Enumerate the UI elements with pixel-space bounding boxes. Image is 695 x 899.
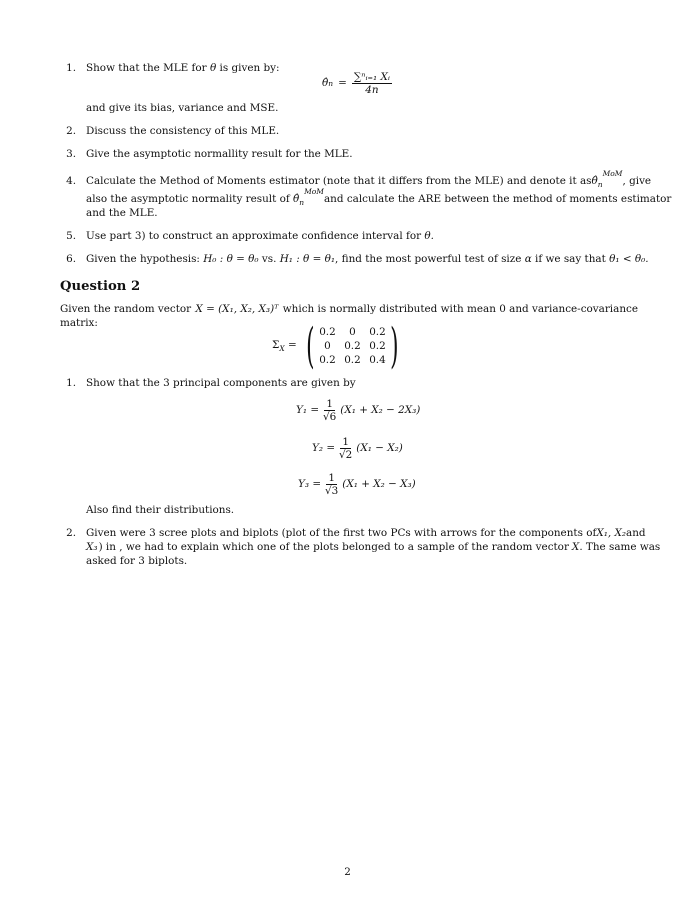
vars: X₁, X₂ <box>596 527 627 539</box>
page-number: 2 <box>344 866 351 878</box>
pc-equation <box>312 436 403 461</box>
item-text: and calculate the ARE between the method of moments estimator <box>323 193 672 205</box>
theta-condition: θ₁ < θ₀. <box>609 253 649 265</box>
item-2-text: Discuss the consistency of this MLE. <box>86 125 280 137</box>
theta-symbol: θ <box>209 62 217 74</box>
item-text: , find the most powerful test of size <box>335 253 522 265</box>
covariance-matrix <box>272 318 404 374</box>
pc-rhs: (X₁ + X₂ − 2X₃) <box>340 403 421 416</box>
null-hypothesis: H₀ : θ = θ₀ <box>203 253 259 265</box>
item-1-text <box>86 62 280 76</box>
vars: X <box>571 541 580 553</box>
matrix-cell: 0.2 <box>319 326 336 338</box>
mle-fraction <box>352 71 392 96</box>
matrix-cell: 0.4 <box>369 354 386 366</box>
item-text: Given the random vector <box>60 303 192 315</box>
item-text: , give <box>622 175 652 187</box>
mom-superscript: MoM <box>602 168 623 178</box>
item-4-line-3: and the MLE. <box>86 207 158 219</box>
pc-lhs: Y₃ = <box>298 477 322 490</box>
item-3-text: Give the asymptotic normallity result for the MLE. <box>86 148 353 160</box>
pc-fraction <box>337 436 354 461</box>
item-text: Given the hypothesis: <box>86 253 200 265</box>
pc-denominator: √3 <box>325 485 339 497</box>
alt-hypothesis: H₁ : θ = θ₁ <box>279 253 336 265</box>
item-1-continuation: and give its bias, variance and MSE. <box>86 102 279 114</box>
item-text: vs. <box>261 253 277 265</box>
item-text: and <box>626 527 646 539</box>
q2-intro-line-2: matrix: <box>60 317 98 329</box>
item-5-text <box>86 230 434 244</box>
item-4-line-2: also the asymptotic normality result of $\thetâ_n^{MoM}$ and calculate the ARE between the method of moments estimator <box>86 186 672 208</box>
matrix-cell: 0 <box>324 340 331 352</box>
q2-item-2-line-1 <box>86 527 646 541</box>
mom-estimator: $\thetâ_n^{MoM}$, give <box>591 168 652 190</box>
q2-item-2-line-2 <box>86 541 661 555</box>
q2-intro-line-1 <box>60 303 638 317</box>
left-paren: ( <box>305 318 315 374</box>
item-text: Given were 3 scree plots and biplots (plot of the first two PCs with arrows for the components of <box>86 527 597 539</box>
random-vector: X = (X₁, X₂, X₃)ᵀ <box>195 303 279 315</box>
theta-symbol: θ. <box>424 230 434 242</box>
mom-superscript: MoM <box>304 186 324 196</box>
list-number: 3. <box>66 148 76 160</box>
pc-lhs: Y₂ = <box>312 441 336 454</box>
pc-denominator: √6 <box>323 411 337 423</box>
matrix-cell: 0 <box>349 326 356 338</box>
sigma-label: $\Sigma_X$ = <box>272 339 297 354</box>
pc-fraction <box>323 472 340 497</box>
list-number: 1. <box>66 377 76 389</box>
pc-equation <box>298 472 416 497</box>
mle-numerator: ∑ⁿᵢ₌₁ Xᵢ <box>353 71 390 83</box>
matrix-cell: 0.2 <box>319 354 336 366</box>
q2-item-1-also: Also find their distributions. <box>86 504 235 516</box>
q2-item-2-line-3: asked for 3 biplots. <box>86 555 188 567</box>
item-text: which is normally distributed with mean 0 and variance-covariance <box>282 303 638 315</box>
item-text: . The same was <box>579 541 661 553</box>
matrix-cell: 0.2 <box>369 326 386 338</box>
pc-denominator: √2 <box>339 449 353 461</box>
item-text: if we say that <box>535 253 606 265</box>
pc-rhs: (X₁ − X₂) <box>356 441 403 454</box>
item-text: ) in , we had to explain which one of the plots belonged to a sample of the random vector <box>98 541 569 553</box>
pc-fraction <box>321 398 338 423</box>
equals-sign: = <box>338 76 347 89</box>
list-number: 2. <box>66 527 76 539</box>
item-text: is given by: <box>219 62 280 74</box>
item-4-line-1 <box>86 168 652 190</box>
right-paren: ) <box>390 318 400 374</box>
mle-formula: θ̂ n = $\frac{\text{∑ⁿᵢ₌₁ Xᵢ}}{4n}$ <box>322 71 390 96</box>
list-number: 2. <box>66 125 76 137</box>
pc-lhs: Y₁ = <box>296 403 320 416</box>
pc-numerator: 1 <box>328 472 335 484</box>
item-text: Use part 3) to construct an approximate confidence interval for <box>86 230 422 242</box>
matrix-cell: 0.2 <box>344 340 361 352</box>
vars: X₃ <box>86 541 98 553</box>
item-6-text <box>86 253 649 267</box>
q2-item-1-text: Show that the 3 principal components are given by <box>86 377 356 389</box>
matrix-cell: 0.2 <box>344 354 361 366</box>
list-number: 4. <box>66 175 76 187</box>
list-number: 1. <box>66 62 76 74</box>
pc-numerator: 1 <box>326 398 333 410</box>
matrix-cell: 0.2 <box>369 340 386 352</box>
matrix-grid <box>315 325 389 367</box>
alpha-symbol: α <box>524 253 532 265</box>
item-text: Calculate the Method of Moments estimator (note that it differs from the MLE) and denote it as <box>86 175 592 187</box>
list-number: 5. <box>66 230 76 242</box>
mle-denominator: 4n <box>365 84 379 96</box>
pc-equation <box>296 398 420 423</box>
theta-hat: θ̂ <box>322 76 329 89</box>
item-text: also the asymptotic normality result of <box>86 193 290 205</box>
item-text: Show that the MLE for <box>86 62 207 74</box>
pc-numerator: 1 <box>342 436 349 448</box>
pc-rhs: (X₁ + X₂ − X₃) <box>342 477 416 490</box>
section-heading: Question 2 <box>60 279 141 294</box>
list-number: 6. <box>66 253 76 265</box>
